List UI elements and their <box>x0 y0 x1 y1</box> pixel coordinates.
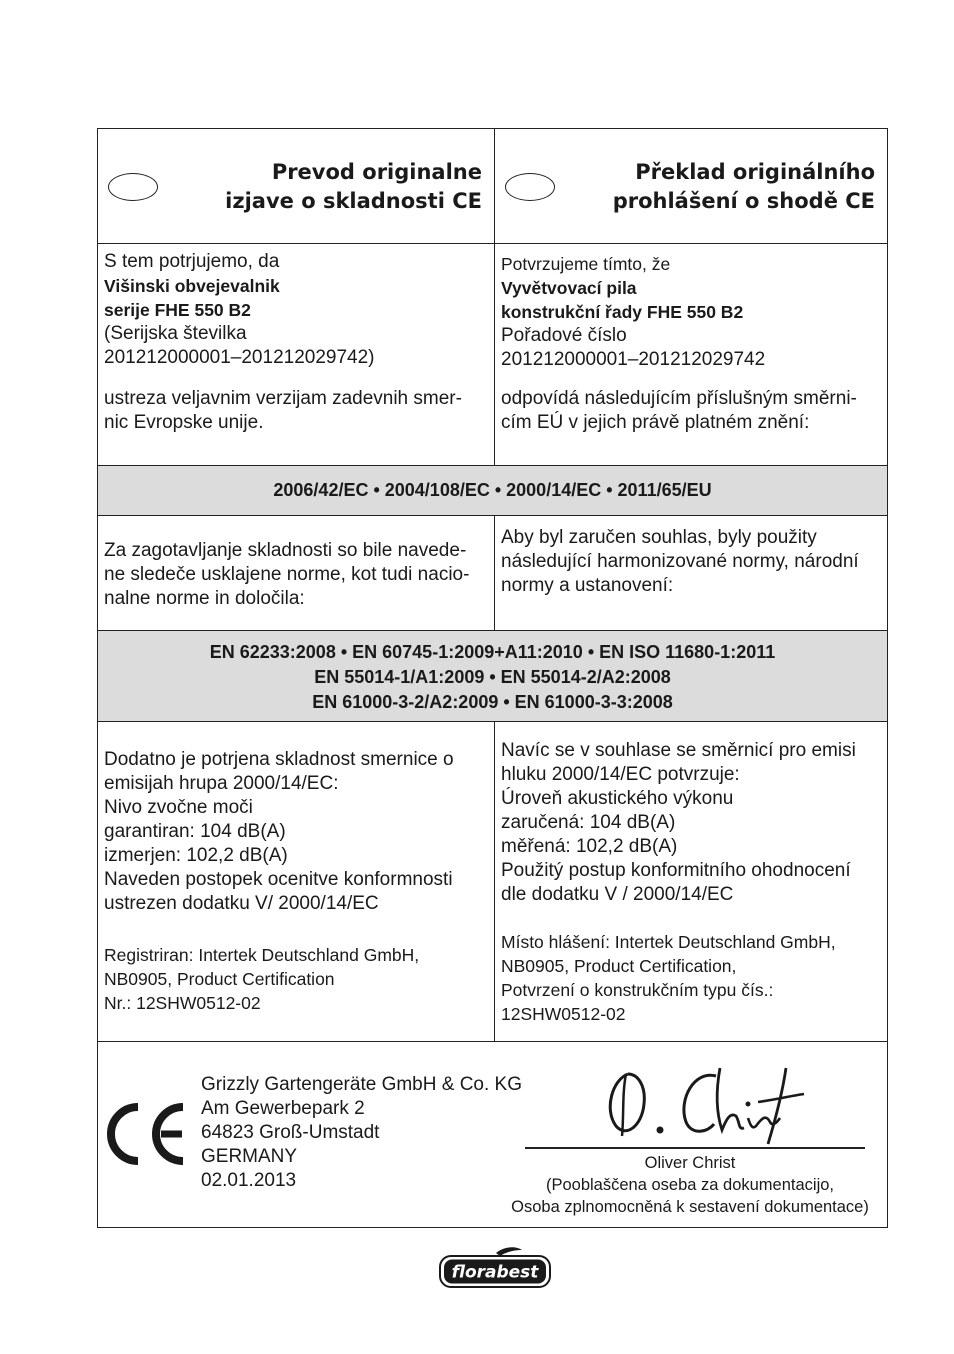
product-name: Vyvětvovací pila <box>501 278 637 298</box>
declaration-document <box>97 128 888 1228</box>
flag-oval-icon <box>505 173 555 201</box>
company-address: Grizzly Gartengeräte GmbH & Co. KG Am Gewerbepark 2 64823 Groß-Umstadt GERMANY 02.01.2013 <box>201 1074 522 1191</box>
header-right <box>495 129 887 243</box>
norms-intro-right: Aby byl zaručen souhlas, byly použity následující harmonizované normy, národní normy a ustanovení: <box>501 527 859 596</box>
brand-text: florabest <box>451 1262 539 1283</box>
signature-row <box>98 1042 887 1229</box>
title-czech: Překlad originálního prohlášení o shodě CE <box>612 160 875 213</box>
noise-row <box>98 722 887 1042</box>
noise-left: Dodatno je potrjena skladnost smernice o emisijah hrupa 2000/14/EC: Nivo zvočne moči garantiran: 104 dB(A) izmerjen: 102,2 dB(A) Naveden postopek ocenitve konformnosti ustrezen dodatku V/ 2000/14/EC Registriran: Intertek Deutschland GmbH, NB0905, Product Certification Nr.: 12SHW0512-02 <box>98 722 495 1041</box>
company-name: Grizzly Gartengeräte GmbH & Co. KG <box>201 1074 522 1095</box>
registration-cz: Místo hlášení: Intertek Deutschland GmbH, NB0905, Product Certification, Potvrzení o konstrukčním typu čís.: 12SHW0512-02 <box>501 932 836 1024</box>
norms-line: EN 55014-1/A1:2009 • EN 55014-2/A2:2008 <box>314 667 671 687</box>
product-right <box>495 244 887 465</box>
signature-line <box>525 1147 865 1149</box>
norms-intro-left: Za zagotavljanje skladnosti so bile navede- ne sledeče usklajene norme, kot tudi nacio- nalne norme in določila: <box>98 516 495 630</box>
product-row <box>98 244 887 466</box>
norms-line: EN 61000-3-2/A2:2009 • EN 61000-3-3:2008 <box>312 692 673 712</box>
header-row <box>98 129 887 244</box>
product-text-sl: S tem potrjujemo, da Višinski obvejevalnik serije FHE 550 B2 (Serijska številka 201212000001–201212029742) <box>104 250 488 370</box>
signatory-name: Oliver Christ <box>644 1154 736 1172</box>
norms-band <box>98 631 887 722</box>
issue-date: 02.01.2013 <box>201 1170 297 1191</box>
signatory-block: Oliver Christ (Pooblaščena oseba za dokumentacijo, Osoba zplnomocněná k sestavení dokumentace) <box>493 1152 887 1218</box>
title-slovenian: Prevod originalne izjave o skladnosti CE <box>225 160 482 213</box>
product-name: Višinski obvejevalnik <box>104 276 280 296</box>
product-left <box>98 244 495 465</box>
norms-line: EN 62233:2008 • EN 60745-1:2009+A11:2010 • EN ISO 11680-1:2011 <box>209 642 776 662</box>
product-series: konstrukční řady FHE 550 B2 <box>501 302 744 322</box>
serial-range: 201212000001–201212029742) <box>104 347 375 368</box>
product-text-cz: Potvrzujeme tímto, že Vyvětvovací pila konstrukční řady FHE 550 B2 Pořadové číslo 201212000001–201212029742 <box>501 252 881 372</box>
florabest-logo <box>438 1244 552 1290</box>
serial-range: 201212000001–201212029742 <box>501 349 766 370</box>
directives-list: 2006/42/EC • 2004/108/EC • 2000/14/EC • 2011/65/EU <box>273 480 712 500</box>
noise-right: Navíc se v souhlase se směrnicí pro emisi hluku 2000/14/EC potvrzuje: Úroveň akustického výkonu zaručená: 104 dB(A) měřená: 102,2 dB(A) Použitý postup konformitního ohodnocení dle dodatku V / 2000/14/EC Místo hlášení: Intertek Deutschland GmbH, NB0905, Product Certification, Potvrzení o konstrukčním typu čís.: 12SHW0512-02 <box>495 722 887 1041</box>
conformity-text-cz: odpovídá následujícím příslušným směrni- cím EÚ v jejich právě platném znění: <box>501 388 857 433</box>
handwritten-signature <box>598 1060 808 1152</box>
norms-intro-row <box>98 516 887 631</box>
header-left <box>98 129 495 243</box>
ce-mark-logo <box>104 1101 188 1167</box>
conformity-text-sl: ustreza veljavnim verzijam zadevnih smer- nic Evropske unije. <box>104 388 462 433</box>
registration-sl: Registriran: Intertek Deutschland GmbH, NB0905, Product Certification Nr.: 12SHW0512-02 <box>104 945 420 1013</box>
flag-oval-icon <box>108 173 158 201</box>
product-series: serije FHE 550 B2 <box>104 300 251 320</box>
directives-band <box>98 466 887 516</box>
